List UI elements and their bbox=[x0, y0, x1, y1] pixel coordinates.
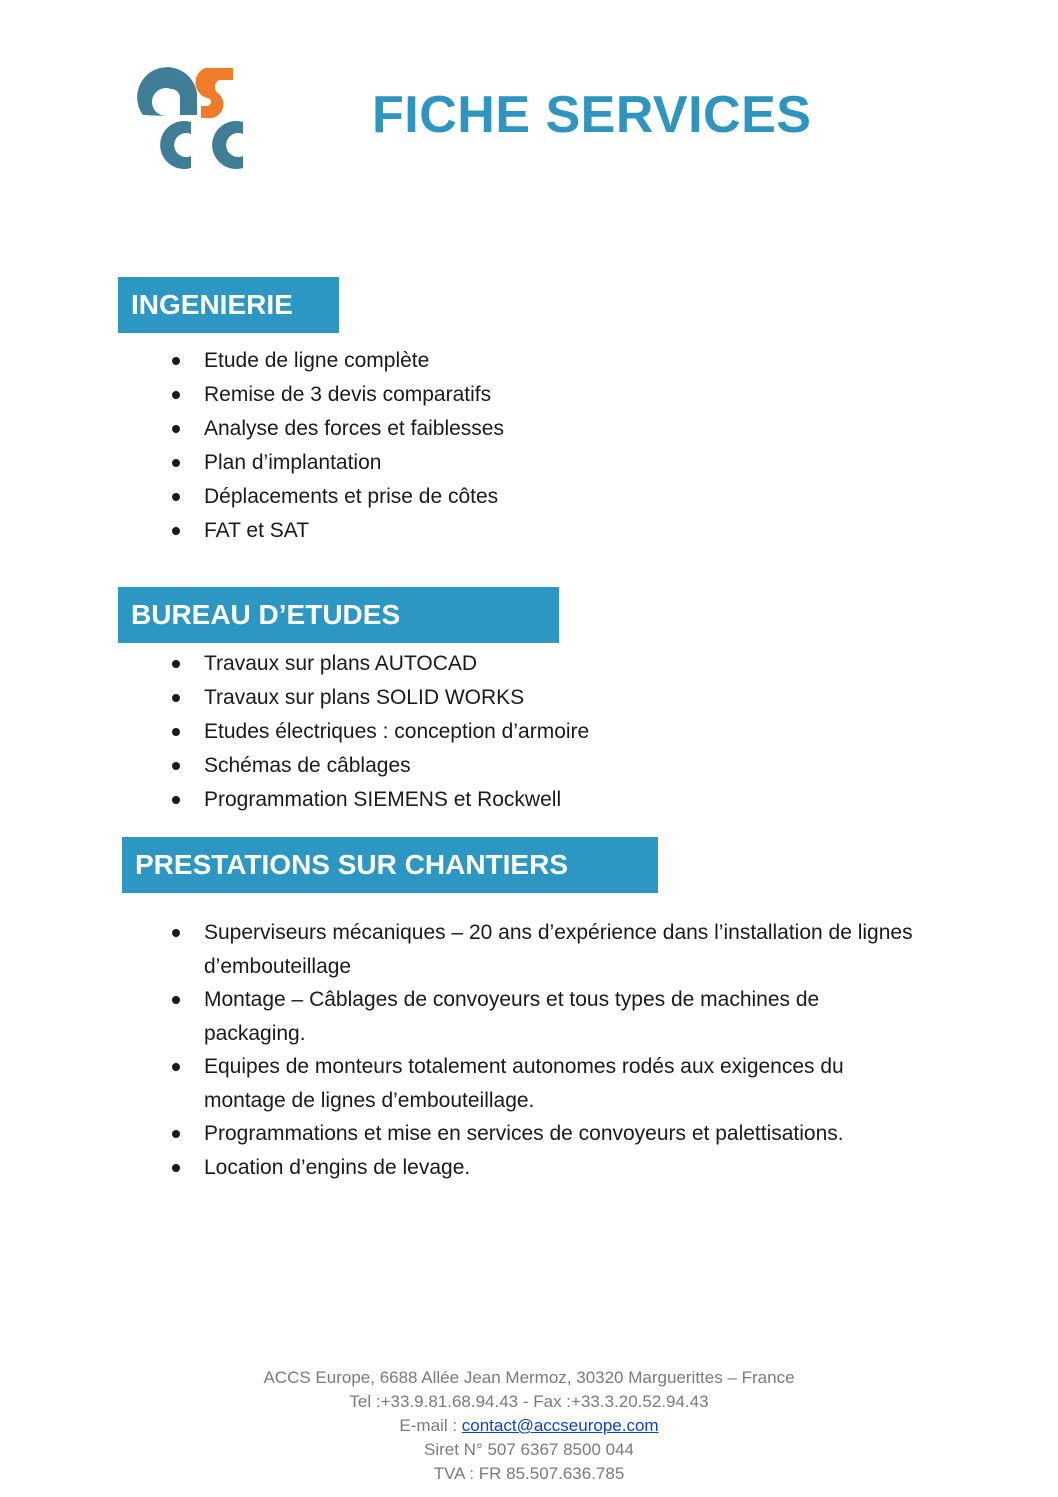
list-item: Equipes de monteurs totalement autonomes rodés aux exigences du montage de lignes d’embouteillage. bbox=[172, 1050, 972, 1117]
list-item: Analyse des forces et faiblesses bbox=[172, 412, 504, 446]
footer bbox=[0, 1366, 1058, 1486]
bureau-etudes-list bbox=[172, 647, 589, 817]
list-item: Travaux sur plans AUTOCAD bbox=[172, 647, 589, 681]
email-link[interactable]: contact@accseurope.com bbox=[461, 1416, 659, 1435]
bullet-icon bbox=[172, 425, 180, 433]
list-item: Plan d’implantation bbox=[172, 446, 504, 480]
bullet-icon bbox=[172, 694, 180, 702]
list-item: Montage – Câblages de convoyeurs et tous types de machines de packaging. bbox=[172, 983, 972, 1050]
company-logo bbox=[135, 60, 245, 170]
list-item: Programmations et mise en services de convoyeurs et palettisations. bbox=[172, 1117, 972, 1151]
bullet-icon bbox=[172, 1130, 180, 1138]
footer-tva: TVA : FR 85.507.636.785 bbox=[433, 1464, 625, 1483]
list-item: Remise de 3 devis comparatifs bbox=[172, 378, 504, 412]
footer-email-label: E-mail : bbox=[399, 1416, 462, 1435]
bullet-icon bbox=[172, 1164, 180, 1172]
bullet-icon bbox=[172, 762, 180, 770]
list-item: Etude de ligne complète bbox=[172, 344, 504, 378]
section-heading-prestations: PRESTATIONS SUR CHANTIERS bbox=[122, 837, 658, 893]
list-item: Location d’engins de levage. bbox=[172, 1151, 972, 1185]
bullet-icon bbox=[172, 660, 180, 668]
page-title: FICHE SERVICES bbox=[372, 86, 812, 144]
list-item: Etudes électriques : conception d’armoire bbox=[172, 715, 589, 749]
list-item: Travaux sur plans SOLID WORKS bbox=[172, 681, 589, 715]
section-heading-bureau-etudes: BUREAU D’ETUDES bbox=[118, 587, 559, 643]
footer-email-line bbox=[0, 1414, 1058, 1438]
list-item: Superviseurs mécaniques – 20 ans d’expérience dans l’installation de lignes d’embouteillage bbox=[172, 916, 972, 983]
footer-phone: Tel :+33.9.81.68.94.43 - Fax :+33.3.20.52.94.43 bbox=[349, 1392, 709, 1411]
list-item: Schémas de câblages bbox=[172, 749, 589, 783]
bullet-icon bbox=[172, 391, 180, 399]
bullet-icon bbox=[172, 493, 180, 501]
bullet-icon bbox=[172, 459, 180, 467]
bullet-icon bbox=[172, 728, 180, 736]
bullet-icon bbox=[172, 996, 180, 1004]
bullet-icon bbox=[172, 929, 180, 937]
bullet-icon bbox=[172, 527, 180, 535]
footer-siret: Siret N° 507 6367 8500 044 bbox=[423, 1440, 634, 1459]
section-heading-ingenierie: INGENIERIE bbox=[118, 277, 339, 333]
bullet-icon bbox=[172, 1063, 180, 1071]
list-item: Déplacements et prise de côtes bbox=[172, 480, 504, 514]
footer-address: ACCS Europe, 6688 Allée Jean Mermoz, 30320 Marguerittes – France bbox=[263, 1368, 795, 1387]
ingenierie-list bbox=[172, 344, 504, 548]
list-item: FAT et SAT bbox=[172, 514, 504, 548]
bullet-icon bbox=[172, 796, 180, 804]
prestations-list bbox=[172, 916, 972, 1184]
list-item: Programmation SIEMENS et Rockwell bbox=[172, 783, 589, 817]
bullet-icon bbox=[172, 357, 180, 365]
